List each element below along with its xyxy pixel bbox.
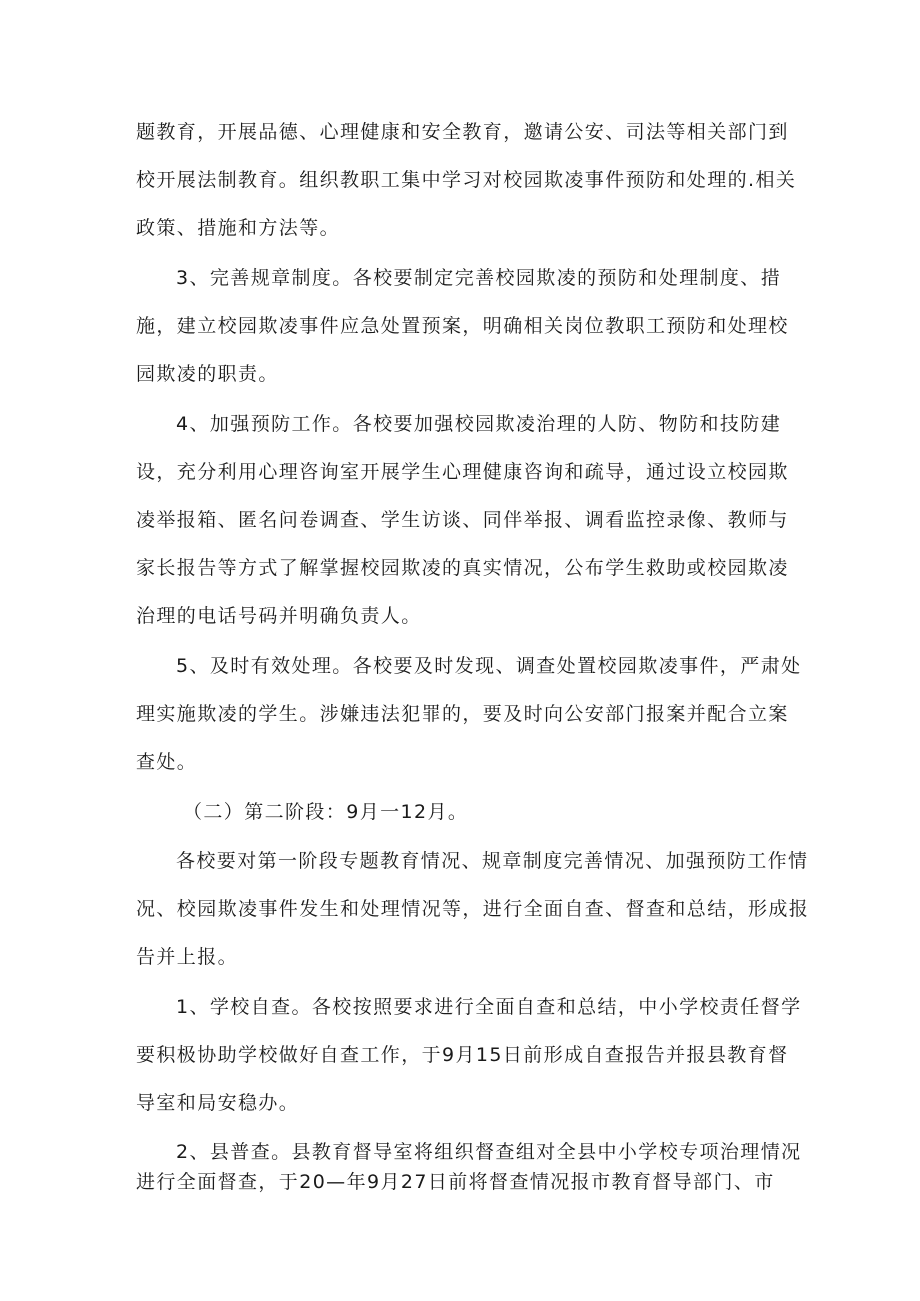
text-line: 家长报告等方式了解掌握校园欺凌的真实情况，公布学生救助或校园欺凌 (136, 557, 789, 579)
text-line: 况、校园欺凌事件发生和处理情况等，进行全面自查、督查和总结，形成报 (136, 898, 810, 920)
text-line: 题教育，开展品德、心理健康和安全教育，邀请公安、司法等相关部门到 (136, 121, 789, 143)
section-heading: （二）第二阶段：9月一12月。 (183, 801, 469, 823)
text-line: 凌举报箱、匿名问卷调查、学生访谈、同伴举报、调看监控录像、教师与 (136, 509, 789, 531)
paragraph-heading-line: 1、学校自查。各校按照要求进行全面自查和总结，中小学校责任督学 (176, 996, 802, 1018)
text-line: 进行全面督查，于20—年9月27日前将督查情况报市教育督导部门、市 (136, 1171, 775, 1193)
paragraph-heading-line: 3、完善规章制度。各校要制定完善校园欺凌的预防和处理制度、措 (176, 267, 782, 289)
text-line: 告并上报。 (136, 946, 239, 968)
paragraph-heading-line: 4、加强预防工作。各校要加强校园欺凌治理的人防、物防和技防建 (176, 413, 782, 435)
text-line: 施，建立校园欺凌事件应急处置预案，明确相关岗位教职工预防和处理校 (136, 315, 789, 337)
paragraph-heading-line: 5、及时有效处理。各校要及时发现、调查处置校园欺凌事件，严肃处 (176, 655, 802, 677)
text-line: 要积极协助学校做好自查工作，于9月15日前形成自查报告并报县教育督 (136, 1044, 789, 1066)
text-line: 园欺凌的职责。 (136, 363, 279, 385)
text-line: 治理的电话号码并明确负责人。 (136, 605, 422, 627)
text-line: 理实施欺凌的学生。涉嫌违法犯罪的，要及时向公安部门报案并配合立案 (136, 703, 789, 725)
text-line: 设，充分利用心理咨询室开展学生心理健康咨询和疏导，通过设立校园欺 (136, 461, 789, 483)
text-line: 导室和局安稳办。 (136, 1092, 300, 1114)
text-line: 查处。 (136, 751, 198, 773)
paragraph-heading-line: 2、县普查。县教育督导室将组织督查组对全县中小学校专项治理情况 (176, 1141, 802, 1163)
text-line: 校开展法制教育。组织教职工集中学习对校园欺凌事件预防和处理的.相关 (136, 169, 797, 191)
text-line: 政策、措施和方法等。 (136, 217, 341, 239)
text-line: 各校要对第一阶段专题教育情况、规章制度完善情况、加强预防工作情 (176, 850, 809, 872)
